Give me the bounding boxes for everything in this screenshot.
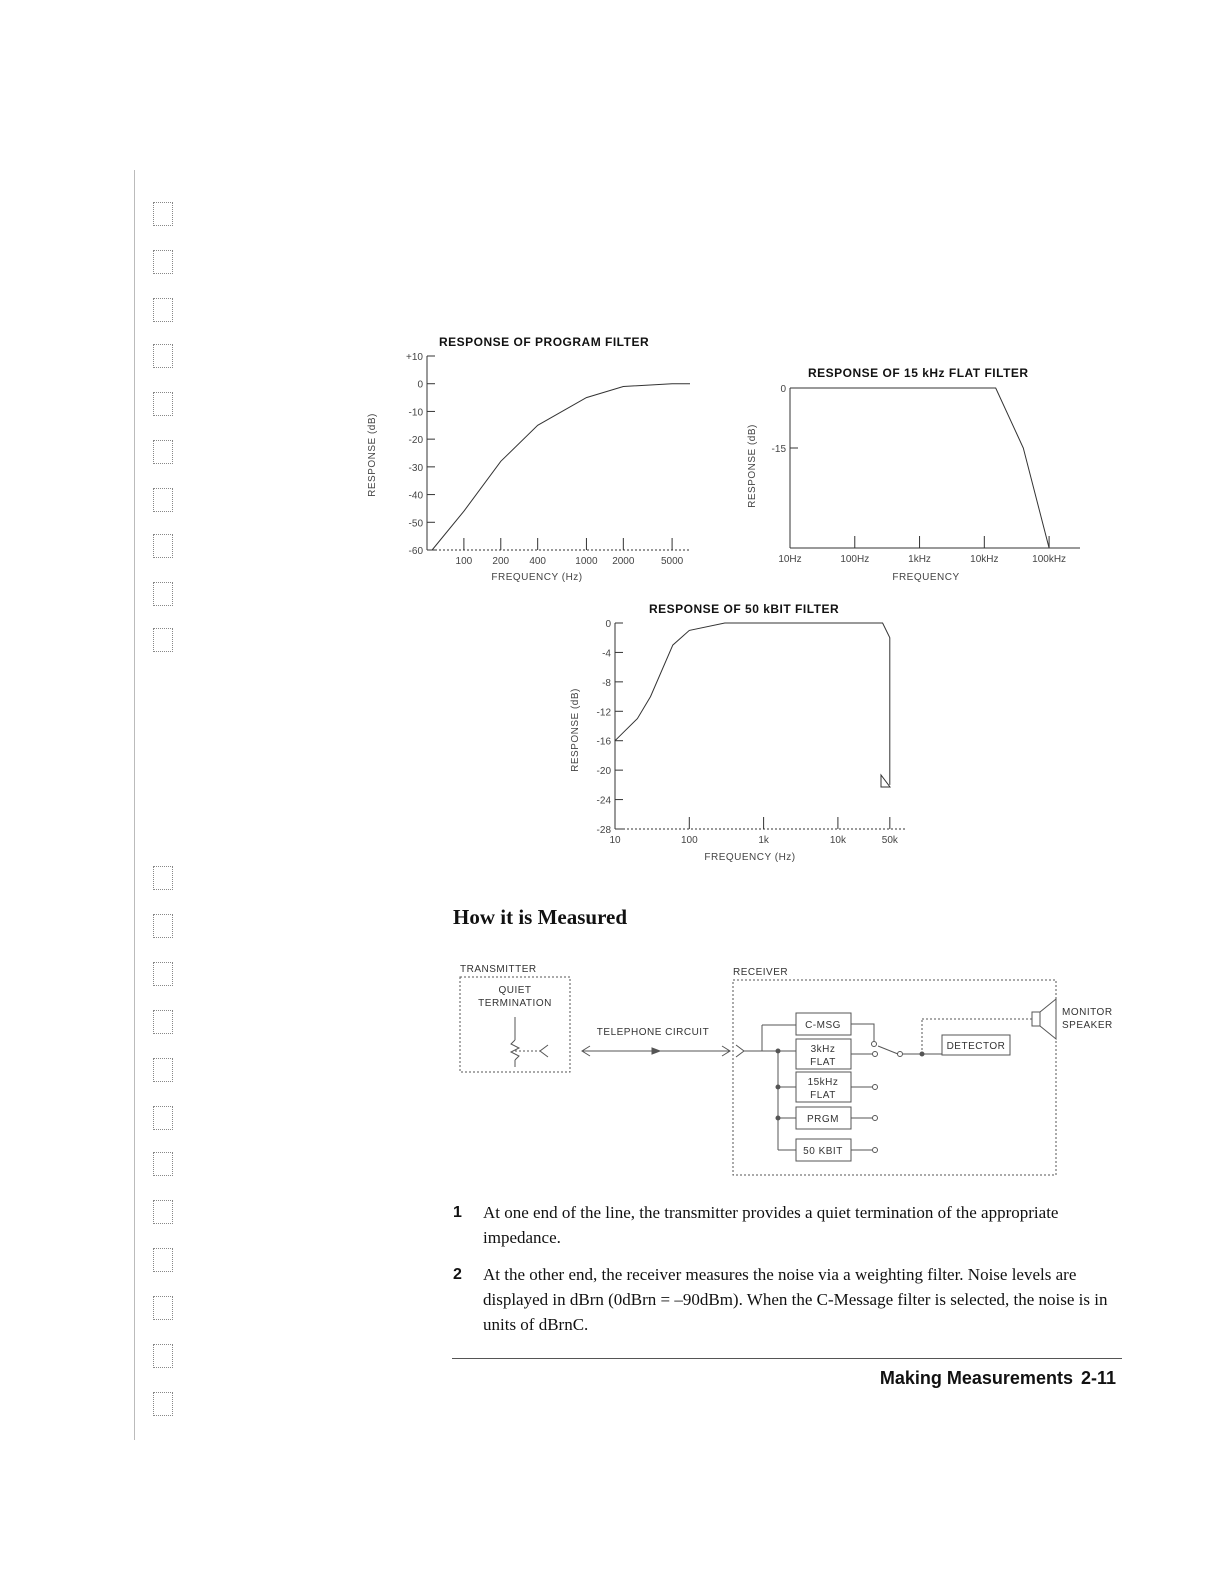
- kbit50-x-label: FREQUENCY (Hz): [704, 852, 796, 863]
- y-tick-label: -4: [602, 648, 611, 660]
- x-tick-label: 1000: [575, 556, 598, 567]
- footer-section: Making Measurements: [879, 1368, 1073, 1388]
- x-tick-label: 10kHz: [970, 554, 999, 565]
- punch-hole: [153, 1344, 173, 1368]
- punch-hole: [153, 1200, 173, 1224]
- monitor-label: MONITOR: [1062, 1007, 1113, 1018]
- khz15-filter-sublabel: FLAT: [810, 1090, 836, 1101]
- y-tick-label: -8: [602, 677, 611, 689]
- y-tick-label: 0: [605, 619, 611, 630]
- y-tick-label: -15: [771, 444, 786, 455]
- kbit50-chart-title: RESPONSE OF 50 kBIT FILTER: [649, 602, 840, 616]
- punch-hole: [153, 1392, 173, 1416]
- x-tick-label: 10k: [829, 835, 846, 846]
- x-tick-label: 200: [492, 556, 510, 567]
- cmsg-filter-label: C-MSG: [805, 1020, 841, 1031]
- kbit50-response-curve: [615, 623, 890, 785]
- step-text: At one end of the line, the transmitter provides a quiet termination of the appropriate impedance.: [483, 1203, 1059, 1247]
- y-tick-label: -50: [408, 518, 423, 530]
- flat15-filter-chart: [747, 366, 1080, 583]
- y-tick-label: -20: [408, 435, 423, 447]
- flat15-y-label: RESPONSE (dB): [747, 424, 758, 508]
- khz15-filter-label: 15kHz: [807, 1077, 839, 1088]
- punch-hole: [153, 1248, 173, 1272]
- cutoff-marker-icon: [881, 775, 890, 787]
- khz3-filter-sublabel: FLAT: [810, 1057, 836, 1068]
- footer-page-number: 2-11: [1080, 1368, 1116, 1388]
- detector-label: DETECTOR: [946, 1041, 1006, 1052]
- kbit50-y-label: RESPONSE (dB): [570, 688, 581, 772]
- quiet-label: QUIET: [498, 985, 532, 996]
- x-tick-label: 1k: [758, 835, 769, 846]
- step-number: 1: [453, 1204, 462, 1221]
- x-tick-label: 100kHz: [1032, 554, 1067, 565]
- transmitter-connector-icon: [540, 1045, 548, 1057]
- line-arrow-right-icon: [652, 1048, 660, 1054]
- khz3-filter-label: 3kHz: [810, 1044, 836, 1055]
- kbit50-filter-label: 50 KBIT: [803, 1146, 843, 1157]
- x-tick-label: 100: [455, 556, 473, 567]
- transmitter-label: TRANSMITTER: [460, 964, 537, 975]
- kbit50-filter-chart: [570, 602, 905, 863]
- x-tick-label: 50k: [881, 835, 898, 846]
- y-tick-label: -30: [408, 462, 423, 474]
- flat15-response-curve: [790, 388, 1049, 548]
- y-tick-label: -24: [596, 795, 611, 807]
- section-title: How it is Measured: [453, 905, 628, 929]
- filter-selector-switch: [878, 1046, 898, 1054]
- x-tick-label: 100Hz: [840, 554, 870, 565]
- receiver-box: [733, 980, 1056, 1175]
- measurement-block-diagram: [0, 955, 1224, 1195]
- x-tick-label: 1kHz: [908, 554, 931, 565]
- receiver-label: RECEIVER: [733, 967, 789, 978]
- y-tick-label: -40: [408, 490, 423, 502]
- program-y-label: RESPONSE (dB): [367, 413, 378, 497]
- step-text: At the other end, the receiver measures the noise via a weighting filter. Noise levels are displayed in dBrn (0dBrn = –90dBm). When the C-Message filter is selected, the noise is in units of dBrnC.: [483, 1265, 1108, 1334]
- program-filter-chart: [367, 335, 690, 583]
- punch-hole: [153, 914, 173, 938]
- x-tick-label: 400: [529, 556, 547, 567]
- flat15-x-label: FREQUENCY: [892, 572, 960, 583]
- y-tick-label: -28: [596, 825, 611, 836]
- program-response-curve: [432, 384, 690, 550]
- y-tick-label: 0: [780, 384, 786, 395]
- list-item: [453, 1262, 1113, 1337]
- program-chart-title: RESPONSE OF PROGRAM FILTER: [439, 335, 650, 349]
- y-tick-label: -60: [408, 546, 423, 557]
- y-tick-label: -16: [596, 736, 611, 748]
- x-tick-label: 2000: [612, 556, 635, 567]
- y-tick-label: -12: [596, 707, 611, 719]
- x-tick-label: 100: [680, 835, 698, 846]
- page-footer: [872, 1368, 1116, 1389]
- y-tick-label: -20: [596, 766, 611, 778]
- telephone-circuit-label: TELEPHONE CIRCUIT: [596, 1027, 710, 1038]
- x-tick-label: 5000: [660, 556, 684, 567]
- speaker-label: SPEAKER: [1062, 1020, 1113, 1031]
- resistor-icon: [511, 1040, 519, 1060]
- flat15-chart-title: RESPONSE OF 15 kHz FLAT FILTER: [808, 366, 1029, 380]
- footer-rule: [452, 1358, 1122, 1359]
- y-tick-label: -10: [408, 407, 423, 419]
- x-tick-label: 10Hz: [778, 554, 802, 565]
- punch-hole: [153, 1296, 173, 1320]
- y-tick-label: 0: [417, 379, 423, 391]
- x-tick-label: 10: [609, 835, 621, 846]
- step-number: 2: [453, 1266, 462, 1283]
- list-item: [453, 1200, 1113, 1250]
- y-tick-label: +10: [406, 352, 423, 363]
- steps-list: [453, 1200, 1113, 1349]
- program-x-label: FREQUENCY (Hz): [491, 572, 583, 583]
- receiver-connector-icon: [736, 1045, 744, 1057]
- speaker-icon: [1032, 1012, 1040, 1026]
- termination-label: TERMINATION: [478, 998, 552, 1009]
- prgm-filter-label: PRGM: [807, 1114, 839, 1125]
